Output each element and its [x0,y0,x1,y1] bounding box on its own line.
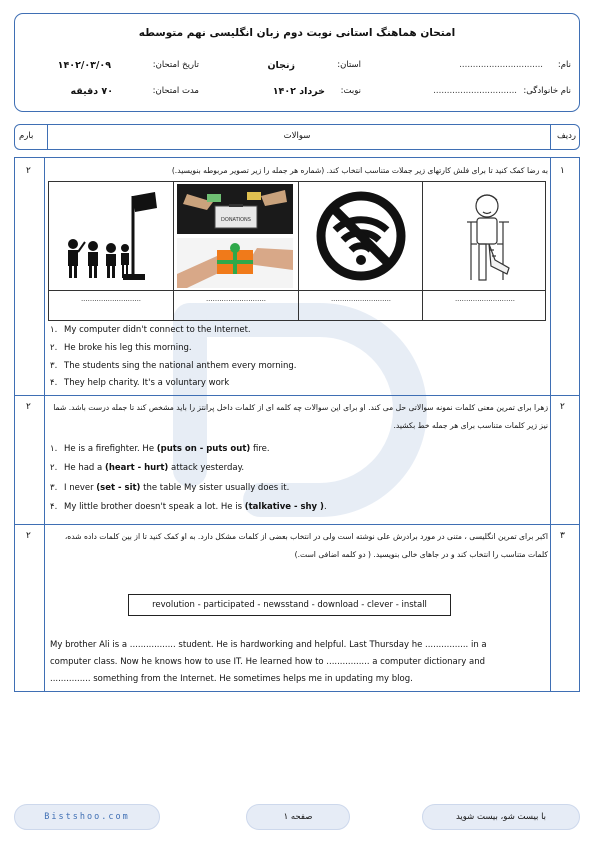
q3-paragraph-line: computer class. Now he knows how to use IT. He learned how to ................ a computer dictionary and [50,657,485,667]
q3-instruction: اکبر برای تمرین انگلیسی ، متنی در مورد برادرش علی نوشته است ولی در انتخاب بعضی از کلمات مشکل دارد. به او کمک کنید تا از بین کلمات داده شده، کلمات متناسب را انتخاب کند و در جاهای خالی بنویسید. ( دو کلمه اضافی است.) [64,532,548,559]
name-label: نام: [557,60,571,70]
duration-label: مدت امتحان: [152,86,199,96]
family-name-field[interactable]: ............................... [433,86,517,96]
no-wifi-icon [311,190,411,282]
exam-date-label: تاریخ امتحان: [152,60,199,70]
q2-number: ۲ [560,402,565,412]
footer-page-number: صفحه ۱ [246,804,350,830]
footer-slogan: با بیست شو، بیست شوید [422,804,580,830]
q1-score: ۲ [26,166,31,176]
q1-number: ۱ [560,166,565,176]
q3-paragraph-line: My brother Ali is a ................. student. He is hardworking and helpful. Last Thursday he ................ in a [50,640,487,650]
svg-text:DONATIONS: DONATIONS [221,217,251,223]
q3-word-box: revolution - participated - newsstand - download - clever - install [128,594,451,616]
q2-item: ۱. He is a firefighter. He (puts on - puts out) fire. [50,444,270,454]
questions-column-label: سوالات [283,131,311,141]
boy-crutches-icon [449,188,525,286]
q2-instruction: زهرا برای تمرین معنی کلمات نمونه سوالاتی حل می کند. او برای این سوالات چه کلمه ای از کلمات داخل پرانتز را باید مشخص کند تا جمله درست باشد. شما نیز زیر کلمات متناسب برای هر جمله خط بکشید. [53,403,548,430]
q3-score: ۲ [26,531,31,541]
students-flag-icon [63,186,163,284]
name-field[interactable]: ............................... [459,60,543,70]
score-column-label: بارم [19,131,34,141]
exam-header [14,13,580,112]
q1-sentence: ۱. My computer didn't connect to the Internet. [50,325,251,335]
q1-flashcard-table [48,181,546,321]
q1-blank-4[interactable]: ........................... [454,295,516,303]
q1-sentence: ۲. He broke his leg this morning. [50,343,192,353]
q1-blank-3[interactable]: ........................... [330,295,392,303]
term-value: خرداد ۱۴۰۲ [272,86,325,97]
footer-site-link[interactable]: Bistshoo.com [14,804,160,830]
exam-date-value: ۱۴۰۲/۰۳/۰۹ [57,60,111,71]
province-label: استان: [337,60,361,70]
q3-paragraph-line: ............... something from the Internet. He sometimes helps me in updating my blog. [50,674,413,684]
q2-item: ۲. He had a (heart - hurt) attack yesterday. [50,463,245,473]
q1-sentence: ۳. The students sing the national anthem every morning. [50,361,297,371]
q3-number: ۳ [560,531,565,541]
row-column-label: ردیف [556,131,576,141]
q2-score: ۲ [26,402,31,412]
column-header [14,124,580,150]
term-label: نوبت: [340,86,361,96]
q1-blank-1[interactable]: ........................... [80,295,142,303]
q2-item: ۴. My little brother doesn't speak a lot. He is (talkative - shy ). [50,502,327,512]
family-name-label: نام خانوادگی: [523,86,571,96]
exam-title: امتحان هماهنگ استانی نوبت دوم زبان انگلیسی نهم متوسطه [138,27,456,39]
duration-value: ۷۰ دقیقه [70,86,113,97]
q1-instruction: به رضا کمک کنید تا برای فلش کارتهای زیر جملات متناسب انتخاب کند. (شماره هر جمله را زیر تصویر مربوطه بنویسید.) [171,166,548,175]
province-value: زنجان [267,60,295,71]
q1-blank-2[interactable]: ........................... [205,295,267,303]
q1-sentence: ۴. They help charity. It's a voluntary work [50,378,230,388]
donation-gift-icon [177,184,293,288]
q2-item: ۳. I never (set - sit) the table My sister usually does it. [50,483,290,493]
